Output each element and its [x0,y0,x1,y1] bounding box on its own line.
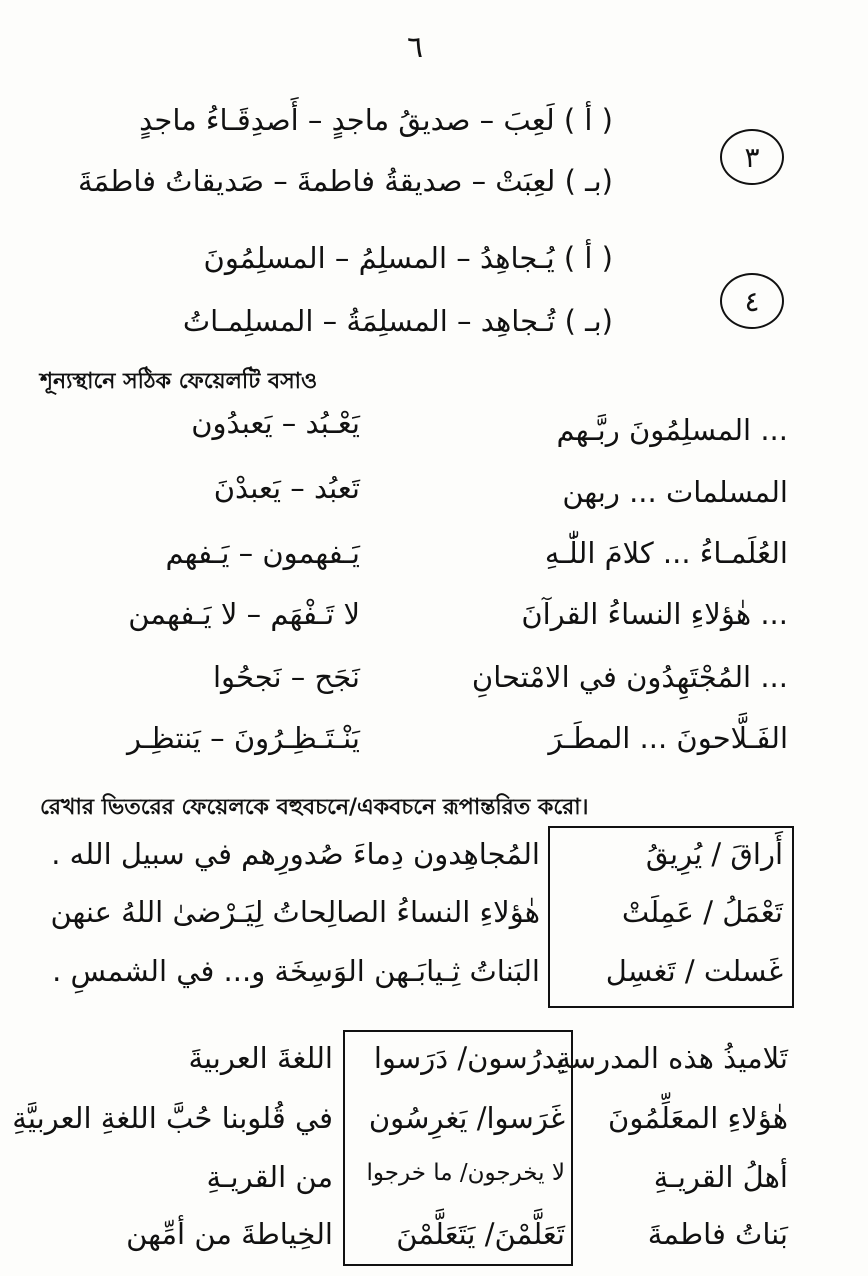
match-subject: بَناتُ فاطمةَ [647,1217,788,1251]
fill-blank-options: لا تَـفْهَم – لا يَـفهمن [128,597,360,631]
exercise-4-line-a: ( أ ) يُـجاهِدُ – المسلِمُ – المسلِمُونَ [203,241,613,275]
transform-boxed-verb: أَراقَ / يُرِيقُ [645,837,783,871]
fill-blank-sentence: ... المسلِمُونَ ربَّـهم [556,413,788,447]
exercise-3-line-b: (بـ ) لعِبَتْ – صديقةُ فاطمةَ – صَديقاتُ فاطمَةَ [77,164,613,198]
exercise-4-number: ٤ [744,284,760,318]
transform-instruction: রেখার ভিতরের ফেয়েলকে বহুবচনে/একবচনে রূপান্তরিত করো। [40,795,589,820]
exercise-3-line-a: ( أ ) لَعِبَ – صديقُ ماجدٍ – أَصدِقَـاءُ ماجدٍ [139,103,613,137]
match-subject: أهلُ القريـةِ [653,1160,788,1194]
transform-boxed-verb: تَعْمَلُ / عَمِلَتْ [621,895,783,929]
transform-boxed-verb: غَسلت / تَغسِل [605,954,783,988]
fill-blank-sentence: ... المُجْتَهِدُون في الامْتحانِ [471,660,788,694]
transform-sentence: البَناتُ ثِـيابَـهن الوَسِخَة و... في الشمسِ . [52,954,540,988]
match-boxed-verb: غَرَسوا/ يَغرِسُون [368,1101,565,1135]
exercise-3-number-badge [720,129,784,185]
match-completion: في قُلوبنا حُبَّ اللغةِ العربيَّةِ [12,1101,333,1135]
fill-blank-sentence: العُلَمـاءُ ... كلامَ اللّٰـهِ [544,536,788,570]
fill-blank-options: يَعْـبُد – يَعبدُون [191,406,360,440]
match-boxed-verb: لا يخرجون/ ما خرجوا [366,1160,565,1186]
transform-sentence: المُجاهِدون دِماءَ صُدورِهم في سبيل الله . [51,837,540,871]
fill-blank-sentence: المسلمات ... ربهن [562,475,788,509]
fill-blank-sentence: ... هٰؤلاءِ النساءُ القرآنَ [521,597,788,631]
match-completion: اللغةَ العربيةَ [188,1041,333,1075]
match-boxed-verb: يدرُسون/ دَرَسوا [373,1041,565,1075]
match-completion: من القريـةِ [206,1160,333,1194]
match-completion: الخِياطةَ من أمِّهن [126,1217,333,1251]
exercise-3-number: ٣ [744,140,760,174]
fill-blank-instruction: শূন্যস্থানে সঠিক ফেয়েলটি বসাও [40,369,318,394]
match-boxed-verb: تَعَلَّمْنَ/ يَتَعَلَّمْنَ [396,1217,565,1251]
fill-blank-options: يَنْـتَـظِـرُونَ – يَنتظِـر [127,721,360,755]
fill-blank-sentence: الفَـلَّاحونَ ... المطَـرَ [548,721,788,755]
exercise-4-number-badge [720,273,784,329]
fill-blank-options: نَجَح – نَجحُوا [213,660,360,694]
match-subject: هٰؤلاءِ المعَلِّمُونَ [608,1101,788,1135]
fill-blank-options: تَعبُد – يَعبدْنَ [213,471,360,505]
fill-blank-options: يَـفهمون – يَـفهم [165,536,360,570]
transform-sentence: هٰؤلاءِ النساءُ الصالِحاتُ لِيَـرْضىٰ اللهُ عنهن [50,895,540,929]
page-number: ٦ [406,30,424,65]
match-subject: تَلاميذُ هذه المدرسةِ [556,1041,788,1075]
exercise-4-line-b: (بـ ) تُـجاهِد – المسلِمَةُ – المسلِمـاتُ [182,304,613,338]
